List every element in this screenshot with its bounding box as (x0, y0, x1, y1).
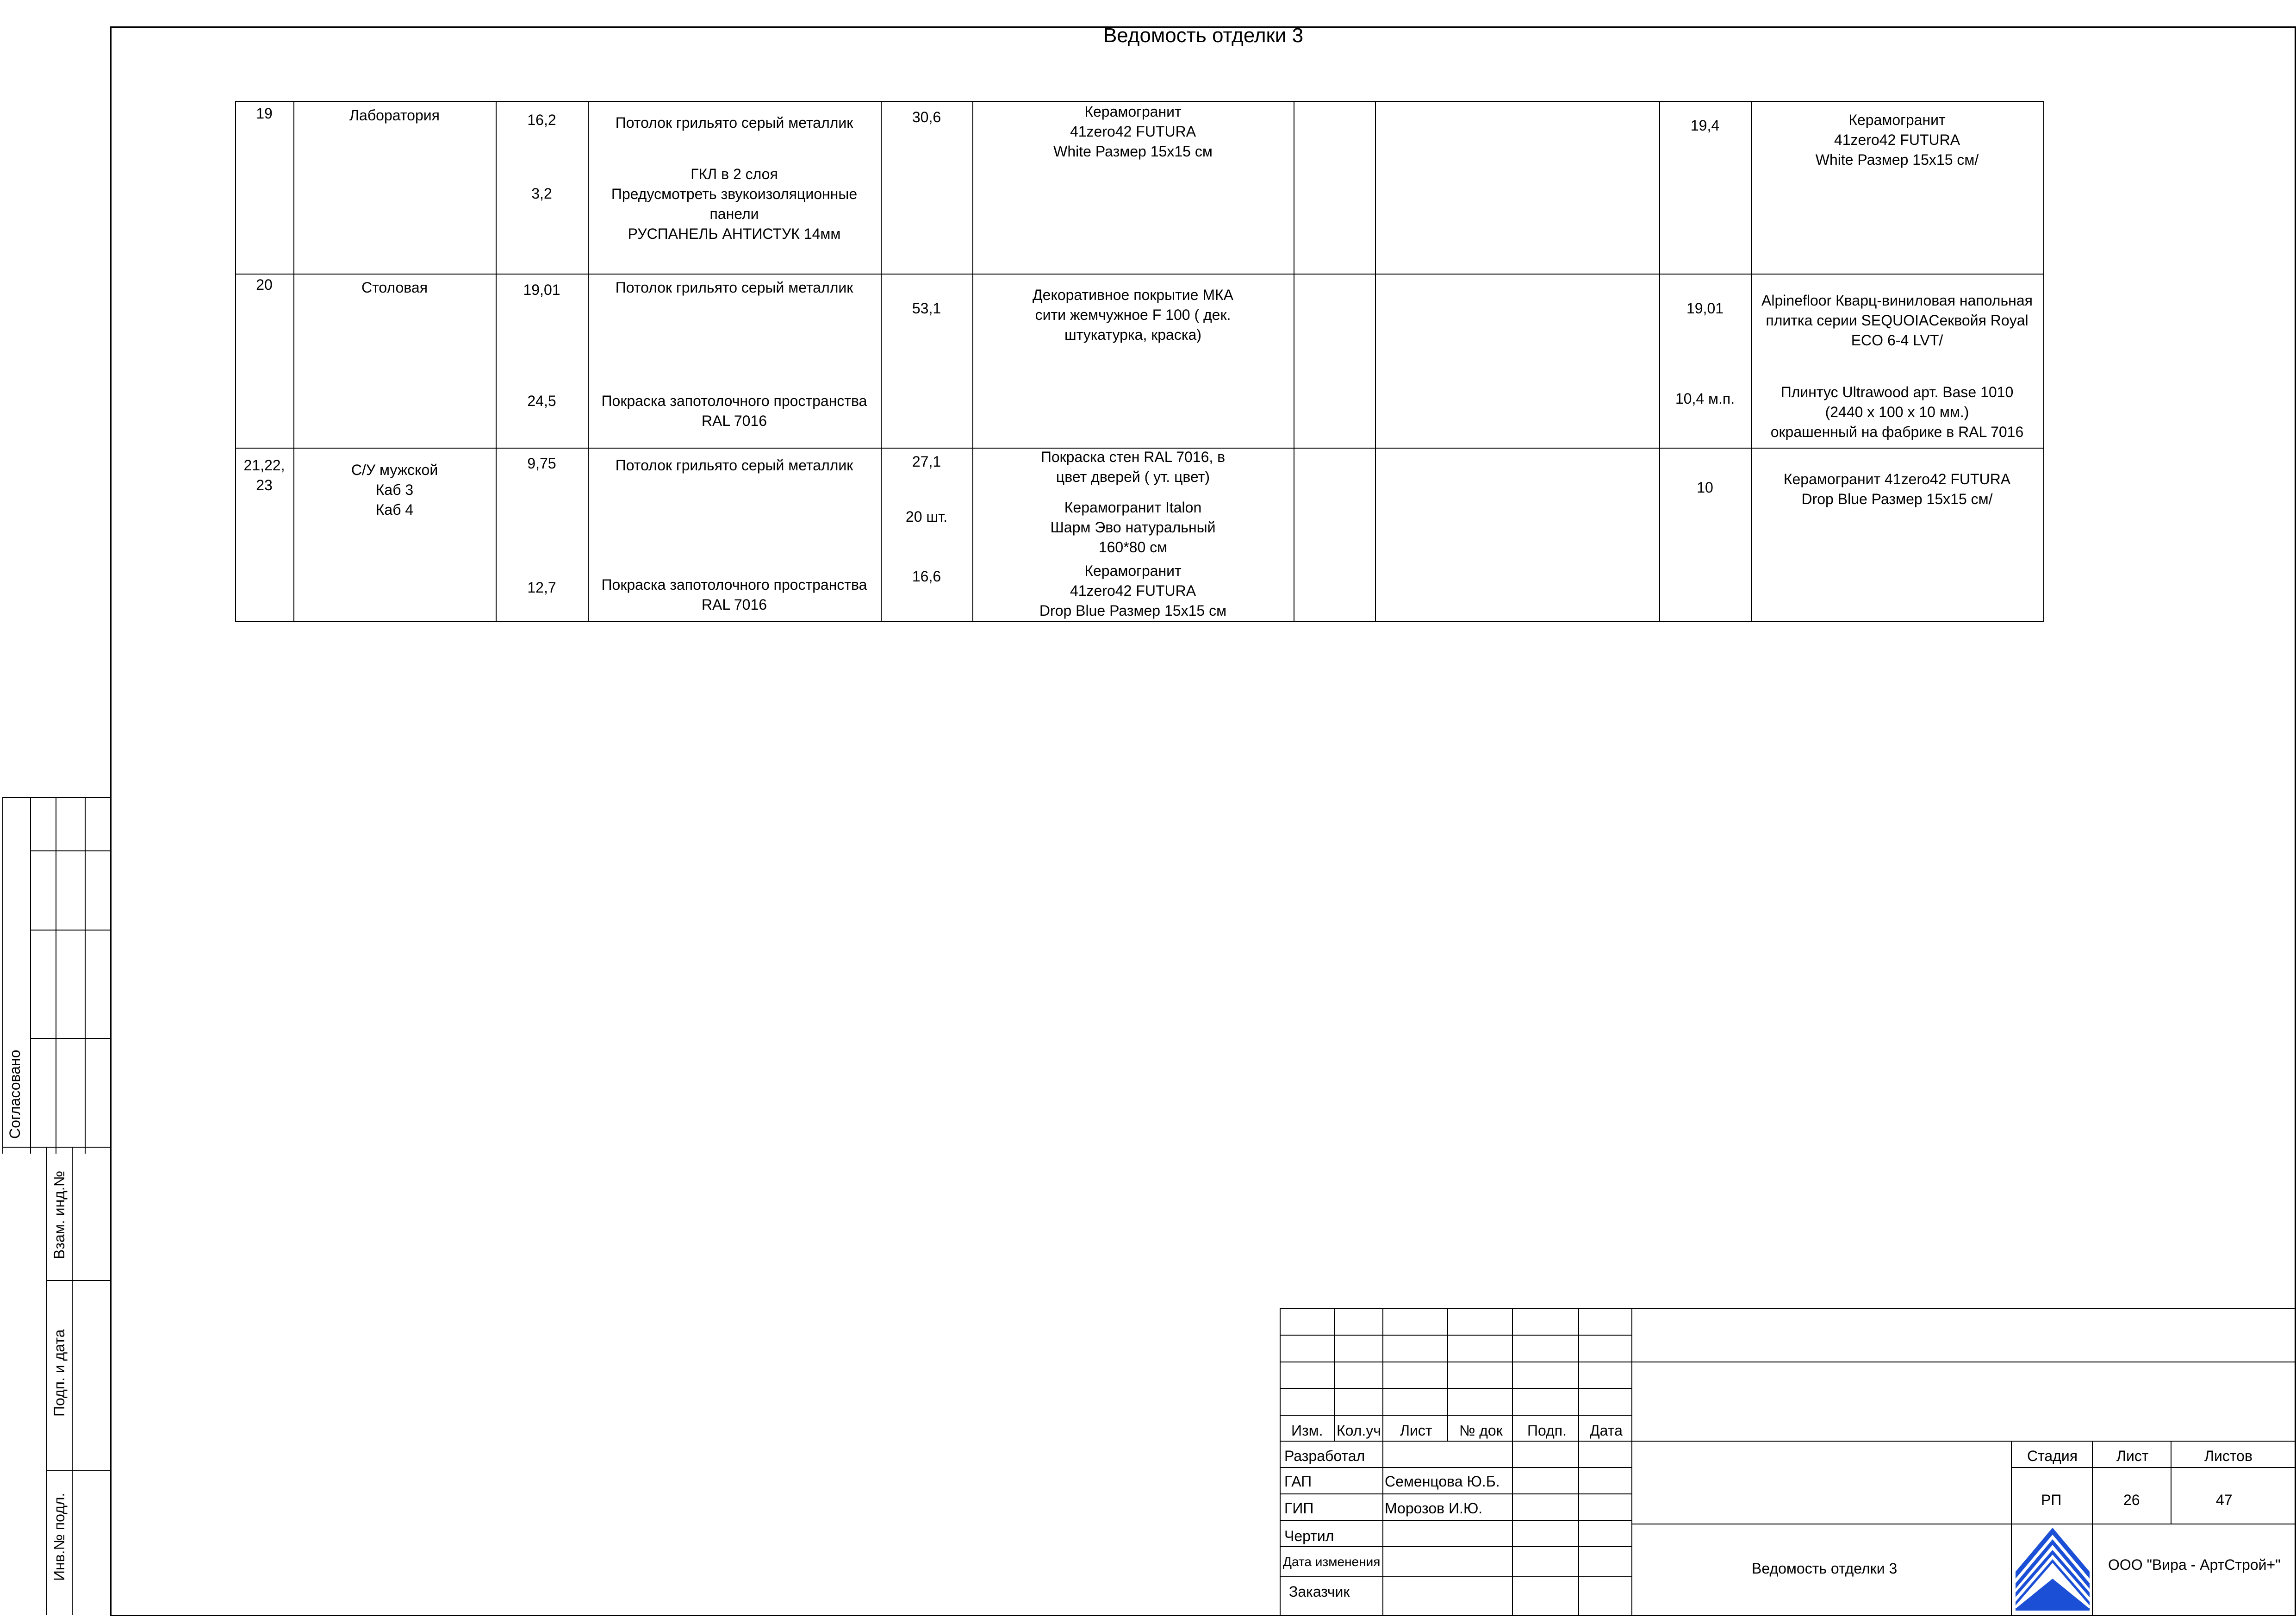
ceiling-area: 9,75 (527, 455, 556, 472)
col-divider (496, 101, 497, 621)
tb-line (1280, 1546, 1631, 1547)
tb-data-izm: Дата изменения (1283, 1555, 1381, 1569)
tb-line (1280, 1308, 1281, 1615)
tb-line (1280, 1335, 1631, 1336)
drawing-frame-bottom (110, 1615, 2296, 1616)
tb-line (2171, 1441, 2172, 1524)
tb-line (1280, 1576, 1631, 1577)
ceiling-finish: Потолок грильято серый металлик (615, 457, 853, 474)
stamp-line (2, 797, 111, 798)
ceiling-finish: Потолок грильято серый металлик (615, 279, 853, 296)
tb-listov: 47 (2216, 1492, 2233, 1508)
tb-izm: Изм. (1291, 1422, 1323, 1439)
tb-line (1280, 1415, 1631, 1416)
tb-list-label: Лист (2116, 1448, 2149, 1464)
floor-finish: Керамогранит 41zero42 FUTURA Drop Blue Размер 15x15 см/ (1783, 471, 2011, 507)
tb-chertil: Чертил (1284, 1528, 1334, 1544)
tb-list-num: 26 (2123, 1492, 2140, 1508)
floor-area: 10,4 м.п. (1675, 390, 1735, 407)
wall-finish: Декоративное покрытие МКА сити жемчужное F 100 ( дек. штукатурка, краска) (1033, 287, 1233, 343)
tb-list: Лист (1400, 1422, 1432, 1439)
tb-line (2011, 1467, 2296, 1468)
tb-line (2092, 1524, 2093, 1615)
wall-finish: Керамогранит Italon Шарм Эво натуральный 160*80 см (1050, 499, 1216, 556)
room-name: С/У мужской Каб 3 Каб 4 (351, 462, 438, 518)
tb-gap-name: Семенцова Ю.Б. (1385, 1473, 1500, 1490)
tb-gip-name: Морозов И.Ю. (1385, 1500, 1483, 1517)
vzam-label: Взам. инд.№ (51, 1170, 68, 1259)
col-divider (881, 101, 882, 621)
podp-date-label: Подп. и дата (51, 1329, 68, 1417)
room-name: Столовая (361, 279, 428, 296)
drawing-frame (110, 26, 2296, 1615)
col-divider (293, 101, 294, 621)
tb-gip: ГИП (1284, 1500, 1314, 1517)
tb-kolch: Кол.уч (1337, 1422, 1381, 1439)
wall-area: 30,6 (912, 109, 941, 125)
tb-gap: ГАП (1284, 1473, 1312, 1490)
room-name: Лаборатория (349, 107, 440, 124)
tb-line (1334, 1308, 1335, 1441)
tb-listov-label: Листов (2204, 1448, 2252, 1464)
col-divider (1751, 101, 1752, 621)
stamp-line (46, 1470, 111, 1471)
tb-sheet-title: Ведомость отделки 3 (1752, 1560, 1898, 1577)
tb-data: Дата (1590, 1422, 1623, 1439)
stamp-line (46, 1280, 111, 1281)
room-number: 19 (256, 105, 273, 122)
tb-stadiya: РП (2041, 1492, 2062, 1508)
floor-finish: Керамогранит 41zero42 FUTURA White Размер 15x15 см/ (1815, 112, 1979, 168)
stamp-line (46, 1147, 47, 1615)
table-border-bottom (235, 621, 2044, 622)
col-divider (1375, 101, 1376, 621)
ceiling-area: 16,2 (527, 112, 556, 128)
col-divider (235, 101, 236, 621)
ceiling-area: 3,2 (531, 185, 552, 202)
ceiling-finish: Потолок грильято серый металлик (615, 114, 853, 131)
wall-area: 20 шт. (905, 508, 948, 525)
ceiling-finish: Покраска запотолочного пространства RAL 7016 (601, 576, 867, 613)
tb-line (1280, 1493, 1631, 1494)
tb-company: ООО "Вира - АртСтрой+" (2108, 1556, 2281, 1573)
floor-area: 10 (1697, 479, 1713, 496)
tb-line (1631, 1441, 2296, 1442)
tb-zakazchik: Заказчик (1289, 1583, 1350, 1600)
tb-line (1512, 1308, 1513, 1615)
tb-razrabotal: Разработал (1284, 1448, 1365, 1464)
tb-ndok: № док (1459, 1422, 1503, 1439)
stamp-line (30, 930, 111, 931)
agreed-label: Согласовано (6, 1049, 23, 1139)
floor-finish: Плинтус Ultrawood арт. Base 1010 (2440 x 100 x 10 мм.) окрашенный на фабрике в RAL 7016 (1770, 384, 2024, 440)
col-divider (1659, 101, 1660, 621)
wall-area: 53,1 (912, 300, 941, 317)
tb-stadiya-label: Стадия (2027, 1448, 2078, 1464)
tb-line (1280, 1520, 1631, 1521)
stamp-line (72, 1147, 73, 1615)
row-divider (235, 274, 2044, 275)
ceiling-area: 19,01 (523, 281, 560, 298)
tb-line (1631, 1308, 1632, 1615)
tb-podp: Подп. (1527, 1422, 1567, 1439)
inv-label: Инв.№ подл. (51, 1493, 68, 1581)
stamp-line (2, 797, 3, 1154)
stamp-line (30, 1038, 111, 1039)
room-number: 20 (256, 276, 273, 293)
tb-line (1280, 1388, 1631, 1389)
tb-line (1447, 1308, 1448, 1441)
room-number: 21,22, 23 (243, 457, 285, 493)
col-divider (2043, 101, 2044, 621)
tb-line (1382, 1308, 1383, 1615)
stamp-line (30, 850, 111, 851)
stamp-line (2, 1147, 111, 1148)
wall-finish: Покраска стен RAL 7016, в цвет дверей ( ут. цвет) (1040, 449, 1226, 485)
ceiling-area: 24,5 (527, 393, 556, 409)
ceiling-finish: Покраска запотолочного пространства RAL 7016 (601, 393, 867, 429)
tb-line (1280, 1467, 1631, 1468)
tb-line (2011, 1441, 2012, 1615)
ceiling-area: 12,7 (527, 579, 556, 596)
wall-area: 27,1 (912, 453, 941, 470)
sheet-title: Ведомость отделки 3 (1103, 24, 1304, 47)
wall-finish: Керамогранит 41zero42 FUTURA White Размер 15x15 см (1053, 103, 1213, 160)
wall-finish: Керамогранит 41zero42 FUTURA Drop Blue Размер 15x15 см (1039, 562, 1227, 619)
floor-finish: Alpinefloor Кварц-виниловая напольная плитка серии SEQUOIAСеквойя Royal ECO 6-4 LVT/ (1761, 292, 2033, 349)
tb-line (1578, 1308, 1579, 1615)
tb-line (1280, 1308, 2296, 1309)
company-logo-icon (2016, 1528, 2090, 1611)
tb-line (1280, 1441, 1631, 1442)
floor-area: 19,4 (1690, 117, 1720, 134)
ceiling-finish: ГКЛ в 2 слоя Предусмотреть звукоизоляционные панели РУСПАНЕЛЬ АНТИСТУК 14мм (611, 166, 858, 242)
tb-line (2092, 1441, 2093, 1524)
wall-area: 16,6 (912, 568, 941, 585)
floor-area: 19,01 (1686, 300, 1724, 317)
